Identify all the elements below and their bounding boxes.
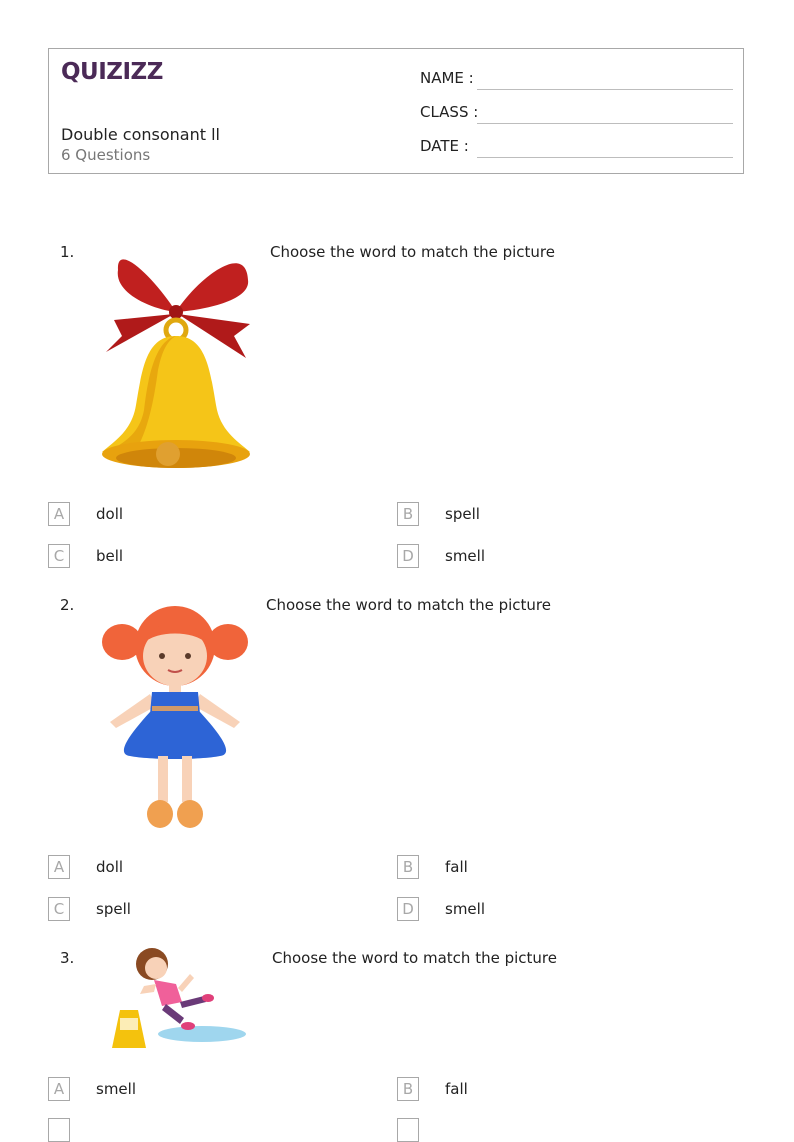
option-a-text[interactable]: smell <box>96 1080 136 1098</box>
quizizz-logo: QUIZIZZ <box>61 59 163 85</box>
question-count: 6 Questions <box>61 146 151 164</box>
question-prompt: Choose the word to match the picture <box>270 243 555 261</box>
option-c-box[interactable]: C <box>48 897 70 921</box>
option-c-box[interactable] <box>48 1118 70 1142</box>
class-label: CLASS : <box>420 103 479 121</box>
option-a-box[interactable]: A <box>48 1077 70 1101</box>
question-number: 3. <box>60 949 75 967</box>
option-c-box[interactable]: C <box>48 544 70 568</box>
option-a-text[interactable]: doll <box>96 505 124 523</box>
date-line <box>477 157 733 158</box>
option-d-box[interactable] <box>397 1118 419 1142</box>
date-label: DATE : <box>420 137 469 155</box>
bell-image <box>96 240 256 476</box>
worksheet-title: Double consonant ll <box>61 125 220 144</box>
option-c-text[interactable]: bell <box>96 547 124 565</box>
slipping-girl-image <box>104 944 250 1054</box>
name-label: NAME : <box>420 69 474 87</box>
option-a-box[interactable]: A <box>48 855 70 879</box>
option-a-box[interactable]: A <box>48 502 70 526</box>
question-number: 1. <box>60 243 75 261</box>
option-b-box[interactable]: B <box>397 1077 419 1101</box>
option-a-text[interactable]: doll <box>96 858 124 876</box>
question-prompt: Choose the word to match the picture <box>266 596 551 614</box>
option-b-text[interactable]: fall <box>445 1080 468 1098</box>
option-b-text[interactable]: fall <box>445 858 468 876</box>
option-d-box[interactable]: D <box>397 544 419 568</box>
option-d-box[interactable]: D <box>397 897 419 921</box>
doll-image <box>100 594 250 830</box>
question-number: 2. <box>60 596 75 614</box>
question-prompt: Choose the word to match the picture <box>272 949 557 967</box>
class-line <box>477 123 733 124</box>
option-c-text[interactable]: spell <box>96 900 131 918</box>
option-b-text[interactable]: spell <box>445 505 480 523</box>
option-b-box[interactable]: B <box>397 855 419 879</box>
option-d-text[interactable]: smell <box>445 900 485 918</box>
worksheet-header <box>48 48 744 174</box>
option-b-box[interactable]: B <box>397 502 419 526</box>
name-line <box>477 89 733 90</box>
option-d-text[interactable]: smell <box>445 547 485 565</box>
